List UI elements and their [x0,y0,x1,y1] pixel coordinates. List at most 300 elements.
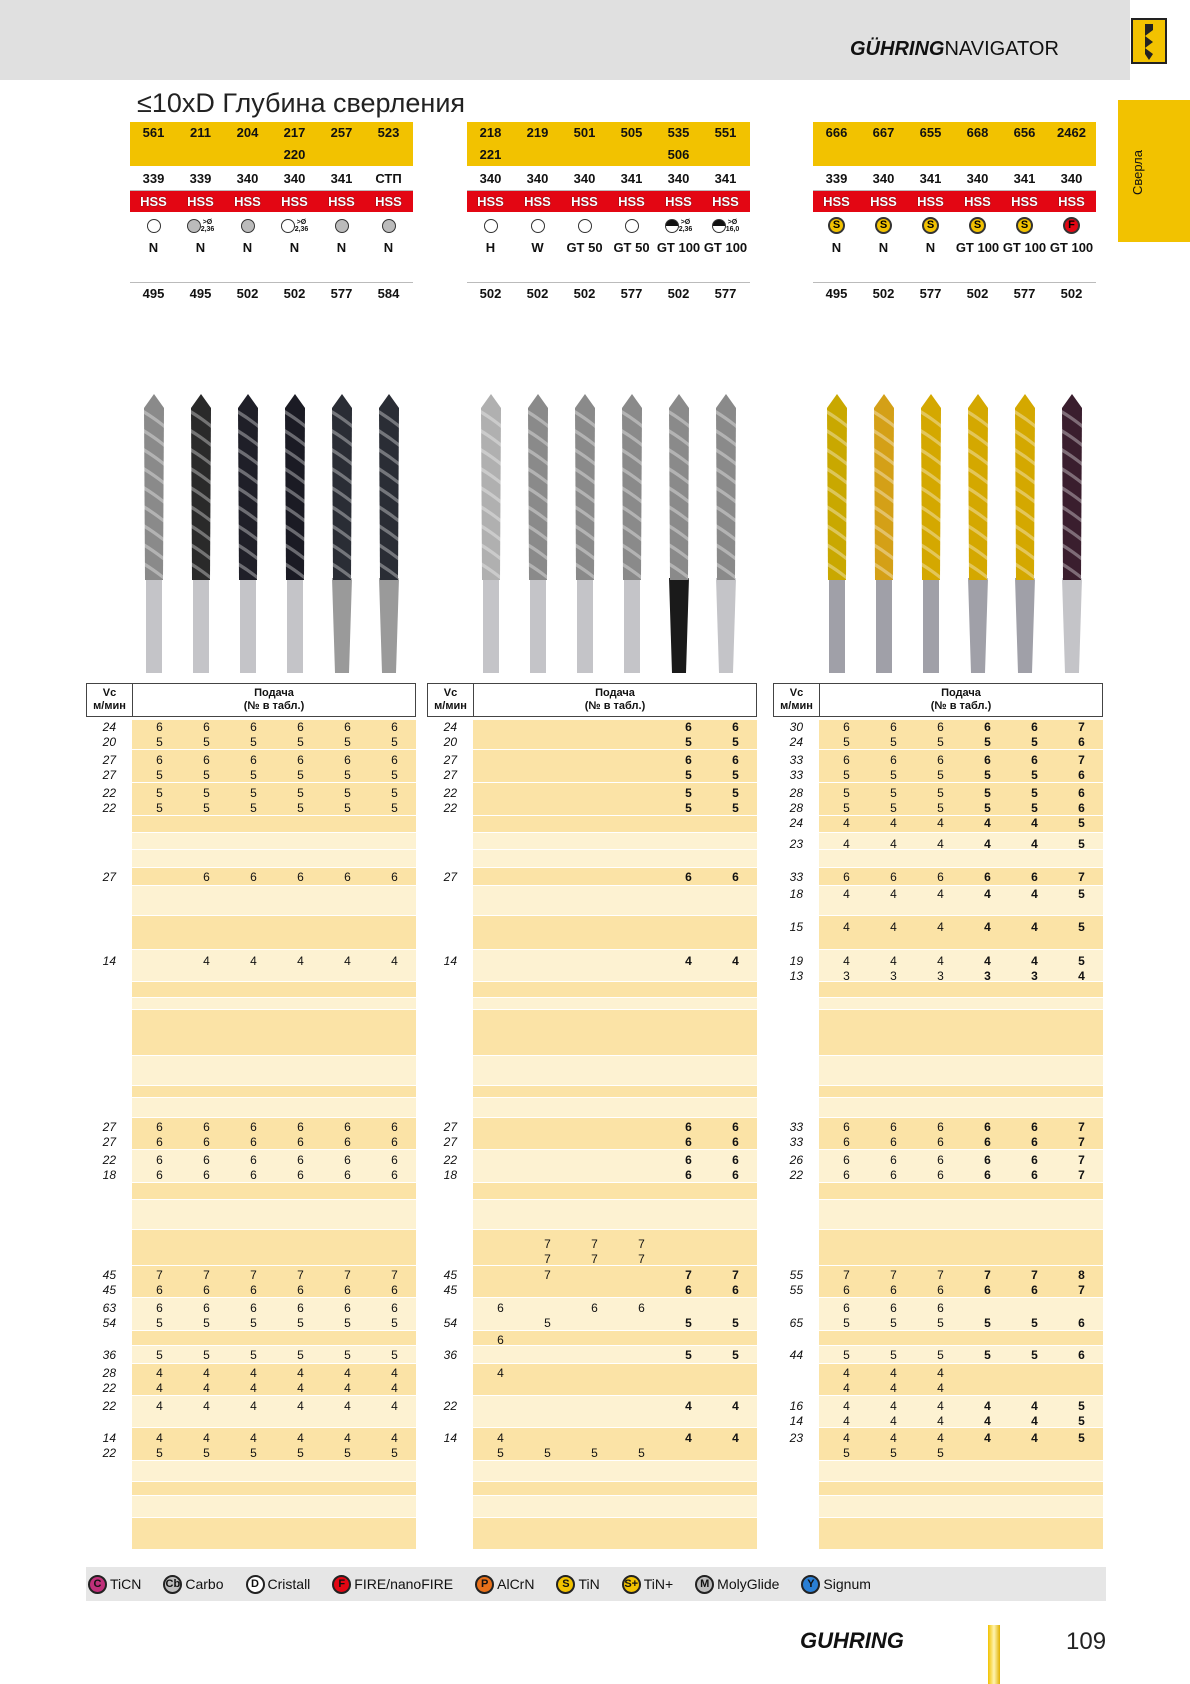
feed-value: 6 [843,1283,850,1297]
article-row-2-cell [514,144,561,166]
feed-value: 5 [937,1316,944,1330]
table-row [773,1316,1103,1331]
legend-label: Carbo [185,1576,224,1592]
feed-value: 6 [937,753,944,767]
table-row [86,768,416,783]
table-row [773,1381,1103,1396]
header-text: м/мин [780,700,813,712]
article-row-cell[interactable]: 655 [919,125,942,140]
coating-cell [318,213,365,236]
table-band [132,816,416,832]
feed-value: 4 [843,816,850,830]
cutting-speed: 26 [789,1153,803,1167]
feed-value: 6 [156,1120,163,1134]
type-row-cell: N [148,240,159,255]
feed-value: 6 [250,1153,257,1167]
article-row-2-cell [224,144,271,166]
cutting-speed: 27 [443,753,457,767]
table-band [473,916,757,949]
feed-value: 5 [156,768,163,782]
table-row [427,1168,757,1183]
table-row [773,1120,1103,1135]
table-band [473,1098,757,1117]
article-row-cell[interactable]: 656 [1013,125,1036,140]
material-row [130,191,413,212]
feed-value: 5 [156,801,163,815]
type-row-cell: N [242,240,253,255]
feed-value: 4 [937,954,944,968]
table-row [86,954,416,969]
uncoated-icon [484,219,498,233]
table-band [473,816,757,832]
article-row-2-cell [860,144,907,166]
table-row [86,1135,416,1150]
article-row-2-cell [813,144,860,166]
header-text: Подача [941,687,981,699]
feed-value: 5 [203,1316,210,1330]
table-row [773,768,1103,783]
feed-value: 5 [1078,1431,1085,1445]
legend-item [88,1575,141,1594]
feed-value: 4 [391,1366,398,1380]
feed-header [133,684,415,713]
page-ref-row-cell: 502 [283,286,306,301]
header-text: (№ в табл.) [584,700,646,712]
feed-value: 5 [1031,786,1038,800]
table-band [132,1056,416,1085]
legend-label: MolyGlide [717,1576,780,1592]
article-row-cell[interactable]: 561 [142,125,165,140]
page-ref-row-cell: 502 [479,286,502,301]
feed-value: 5 [1078,1414,1085,1428]
feed-value: 4 [203,1381,210,1395]
table-row [773,1301,1103,1316]
feed-value: 5 [497,1446,504,1460]
feed-value: 4 [297,1399,304,1413]
table-band [132,1331,416,1345]
feed-value: 6 [843,1135,850,1149]
feed-value: 6 [638,1301,645,1315]
cutting-speed: 22 [443,1153,457,1167]
coating-row [813,213,1096,236]
cutting-speed: 45 [102,1283,116,1297]
feed-value: 6 [984,1135,991,1149]
table-row [427,1135,757,1150]
table-band [819,1496,1103,1517]
feed-value: 4 [890,920,897,934]
header-text: Подача [595,687,635,699]
table-row [86,1301,416,1316]
table-row [773,720,1103,735]
feed-value: 5 [890,735,897,749]
table-band [473,1200,757,1229]
feed-value: 6 [250,1135,257,1149]
table-row [773,753,1103,768]
coating-cell [561,213,608,236]
feed-value: 6 [391,870,398,884]
table-band [132,1518,416,1549]
feed-value: 6 [937,1135,944,1149]
coating-cell [365,213,412,236]
feed-value: 5 [937,786,944,800]
article-row-cell[interactable]: 218 [479,125,502,140]
vc-header [428,684,474,716]
feed-value: 4 [843,1431,850,1445]
type-row-cell: GT 50 [613,240,650,255]
table-row [773,837,1103,852]
table-band [132,1496,416,1517]
table-band [819,850,1103,867]
type-row-cell: N [925,240,936,255]
page-ref-row-cell: 577 [714,286,737,301]
coating-symbol-icon: S+ [622,1575,641,1594]
feed-value: 7 [297,1268,304,1282]
table-band [473,886,757,915]
bright-finish-icon [187,219,201,233]
feed-value: 4 [344,1366,351,1380]
cutting-speed: 27 [102,1120,116,1134]
feed-value: 6 [250,1301,257,1315]
table-band [473,1056,757,1085]
table-row [86,1120,416,1135]
page-ref-row-cell: 495 [142,286,165,301]
feed-value: 4 [203,1399,210,1413]
cutting-speed: 28 [789,801,803,815]
article-row-cell[interactable]: 2462 [1057,125,1086,140]
feed-value: 6 [732,753,739,767]
coating-symbol-icon: D [246,1575,265,1594]
type-row-cell: N [831,240,842,255]
article-row-cell[interactable]: 219 [526,125,549,140]
table-band [473,1496,757,1517]
article-row-cell[interactable]: 505 [620,125,643,140]
feed-value: 5 [344,786,351,800]
feed-value: 6 [890,870,897,884]
feed-value: 6 [984,1283,991,1297]
type-row-cell: GT 100 [955,240,1000,255]
feed-value: 6 [497,1301,504,1315]
table-row [427,870,757,885]
table-band [132,1183,416,1199]
feed-value: 6 [1031,753,1038,767]
feed-value: 5 [297,1446,304,1460]
feed-value: 5 [984,786,991,800]
feed-value: 5 [344,801,351,815]
table-row [86,753,416,768]
type-row-cell: GT 100 [703,240,748,255]
feed-value: 6 [890,1301,897,1315]
diameter-value: 2,36 [200,225,215,233]
feed-value: 4 [156,1381,163,1395]
material-row-cell: HSS [234,194,261,209]
diameter-note: >Ø 2,36 [200,218,215,233]
feed-value: 5 [1078,837,1085,851]
cutting-speed: 55 [789,1283,803,1297]
article-row-cell[interactable]: 551 [714,125,737,140]
article-row-cell[interactable]: 257 [330,125,353,140]
cutting-speed: 22 [102,801,116,815]
cutting-speed: 19 [789,954,803,968]
feed-value: 4 [497,1366,504,1380]
feed-value: 6 [1078,1348,1085,1362]
feed-value: 5 [685,786,692,800]
tin-coating-icon: S [969,217,986,234]
feed-value: 5 [843,768,850,782]
type-row-cell: GT 50 [566,240,603,255]
feed-value: 6 [344,720,351,734]
article-row-cell[interactable]: 535 [667,125,690,140]
coating-symbol-icon: S [556,1575,575,1594]
type-row-cell: W [531,240,544,255]
standard-row-cell: 340 [283,171,306,186]
material-row [813,191,1096,212]
feed-value: 4 [984,1414,991,1428]
article-row [467,122,750,144]
feed-value: 6 [937,1283,944,1297]
steam-tempered-icon [712,219,726,233]
feed-value: 6 [203,720,210,734]
cutting-speed: 27 [102,870,116,884]
feed-value: 4 [937,920,944,934]
legend-item [246,1575,311,1594]
table-row [773,1168,1103,1183]
feed-value: 5 [843,786,850,800]
feed-value: 6 [391,1135,398,1149]
feed-value: 5 [890,801,897,815]
cutting-speed: 20 [102,735,116,749]
drill-image [911,388,951,678]
cutting-speed: 22 [443,1399,457,1413]
page-ref-row [813,282,1096,305]
feed-value: 6 [685,1283,692,1297]
feed-value: 4 [890,816,897,830]
article-row-cell[interactable]: 668 [966,125,989,140]
table-row [427,768,757,783]
coating-cell [177,213,224,236]
feed-value: 3 [843,969,850,983]
material-row-cell: HSS [140,194,167,209]
feed-value: 6 [1031,870,1038,884]
type-row-cell: GT 100 [1049,240,1094,255]
standard-row-cell: 340 [236,171,259,186]
bright-finish-icon [335,219,349,233]
feed-value: 6 [732,1120,739,1134]
feed-value: 5 [391,801,398,815]
feed-value: 4 [391,1399,398,1413]
cutting-speed: 54 [102,1316,116,1330]
table-row [773,1348,1103,1363]
table-row [86,1381,416,1396]
material-row-cell: HSS [870,194,897,209]
feed-value: 7 [1078,1153,1085,1167]
feed-value: 5 [937,801,944,815]
feed-value: 6 [344,1135,351,1149]
feed-value: 4 [843,920,850,934]
table-band [819,1461,1103,1481]
feed-value: 5 [638,1446,645,1460]
feed-value: 7 [203,1268,210,1282]
feed-value: 5 [1078,954,1085,968]
drill-image [134,388,174,678]
legend-label: Signum [823,1576,871,1592]
table-band [132,1010,416,1055]
table-row [427,1252,757,1267]
cutting-speed: 24 [102,720,116,734]
coating-symbol-icon: P [475,1575,494,1594]
table-row [427,1283,757,1298]
table-row [773,735,1103,750]
table-row [427,1333,757,1348]
feed-value: 6 [685,753,692,767]
cutting-speed: 20 [443,735,457,749]
diameter-note: >Ø 16,0 [725,218,740,233]
article-row-cell[interactable]: 501 [573,125,596,140]
feed-value: 5 [391,735,398,749]
feed-value: 6 [732,1168,739,1182]
feed-value: 7 [1078,1283,1085,1297]
feed-value: 6 [391,1120,398,1134]
feed-value: 5 [843,801,850,815]
feed-value: 6 [156,1135,163,1149]
feed-value: 6 [890,1283,897,1297]
feed-value: 6 [391,1283,398,1297]
article-row-cell[interactable]: 523 [377,125,400,140]
drill-image [612,388,652,678]
coating-cell [954,213,1001,236]
tin-coating-icon: S [922,217,939,234]
feed-value: 6 [890,1153,897,1167]
feed-value: 7 [344,1268,351,1282]
cutting-speed: 18 [443,1168,457,1182]
feed-value: 5 [544,1316,551,1330]
article-row-cell[interactable]: 211 [190,125,211,140]
article-row-cell[interactable]: 666 [825,125,848,140]
table-row [773,1446,1103,1461]
type-row-cell: N [289,240,300,255]
table-row [86,1283,416,1298]
feed-value: 6 [937,1301,944,1315]
article-row-2 [813,144,1096,166]
drill-image [817,388,857,678]
feed-value: 7 [890,1268,897,1282]
feed-value: 6 [984,1168,991,1182]
feed-value: 6 [297,870,304,884]
feed-value: 4 [156,1399,163,1413]
section-tab[interactable]: Сверла [1118,100,1190,242]
feed-value: 7 [1078,753,1085,767]
feed-value: 4 [984,837,991,851]
table-band [132,1461,416,1481]
cutting-speed: 24 [789,735,803,749]
cutting-speed: 28 [102,1366,116,1380]
material-row-cell: HSS [375,194,402,209]
table-band [132,850,416,867]
tin-coating-icon: S [875,217,892,234]
vc-header [774,684,820,716]
table-band [473,833,757,849]
feed-value: 6 [685,1135,692,1149]
table-row [773,801,1103,816]
drill-image [369,388,409,678]
table-row [86,870,416,885]
coating-cell [514,213,561,236]
legend-item [801,1575,870,1594]
material-row-cell: HSS [618,194,645,209]
table-header [773,683,1103,717]
cutting-speed: 33 [789,1135,803,1149]
drill-image [864,388,904,678]
legend-label: AlCrN [497,1576,535,1592]
feed-value: 5 [203,801,210,815]
coating-symbol-icon: F [332,1575,351,1594]
table-band [132,982,416,997]
feed-value: 5 [685,735,692,749]
table-band [819,1200,1103,1229]
cutting-speed: 24 [789,816,803,830]
feed-value: 5 [250,801,257,815]
material-row-cell: HSS [917,194,944,209]
article-row-cell[interactable]: 667 [872,125,895,140]
feed-value: 4 [1031,1431,1038,1445]
standard-row-cell: 341 [1013,171,1036,186]
feed-value: 5 [890,1348,897,1362]
feed-value: 8 [1078,1268,1085,1282]
feed-value: 7 [391,1268,398,1282]
standard-row-cell: 340 [573,171,596,186]
feed-value: 5 [984,735,991,749]
cutting-speed: 22 [102,1399,116,1413]
cutting-speed: 63 [102,1301,116,1315]
feed-value: 5 [1031,1316,1038,1330]
legend-item [163,1575,223,1594]
feed-value: 4 [497,1431,504,1445]
article-row-2-cell [954,144,1001,166]
coating-symbol-icon: C [88,1575,107,1594]
table-band [819,1056,1103,1085]
article-row-2-cell [130,144,177,166]
footer-logo: GUHRING [800,1628,904,1653]
feed-value: 5 [984,768,991,782]
standard-row-cell: 340 [872,171,895,186]
footer-accent [988,1625,1000,1684]
feed-value: 6 [250,1168,257,1182]
feed-value: 6 [1078,786,1085,800]
standard-row-cell: 339 [142,171,165,186]
page-ref-row-cell: 584 [377,286,400,301]
feed-value: 5 [250,786,257,800]
feed-value: 4 [297,1381,304,1395]
article-row-cell[interactable]: 217 [283,125,306,140]
feed-value: 3 [984,969,991,983]
feed-value: 6 [984,1153,991,1167]
table-row [773,1414,1103,1429]
feed-value: 6 [203,1283,210,1297]
feed-value: 7 [591,1237,598,1251]
table-band [132,916,416,949]
article-row-cell[interactable]: 204 [236,125,259,140]
feed-value: 5 [156,786,163,800]
feed-value: 4 [344,1381,351,1395]
table-row [86,1153,416,1168]
diameter-value: 16,0 [725,225,740,233]
feed-value: 4 [203,1431,210,1445]
feed-value: 6 [843,1120,850,1134]
article-row-2 [130,144,413,166]
cutting-speed: 18 [102,1168,116,1182]
drill-image [958,388,998,678]
feed-value: 7 [250,1268,257,1282]
cutting-data-table-2 [427,683,757,1573]
